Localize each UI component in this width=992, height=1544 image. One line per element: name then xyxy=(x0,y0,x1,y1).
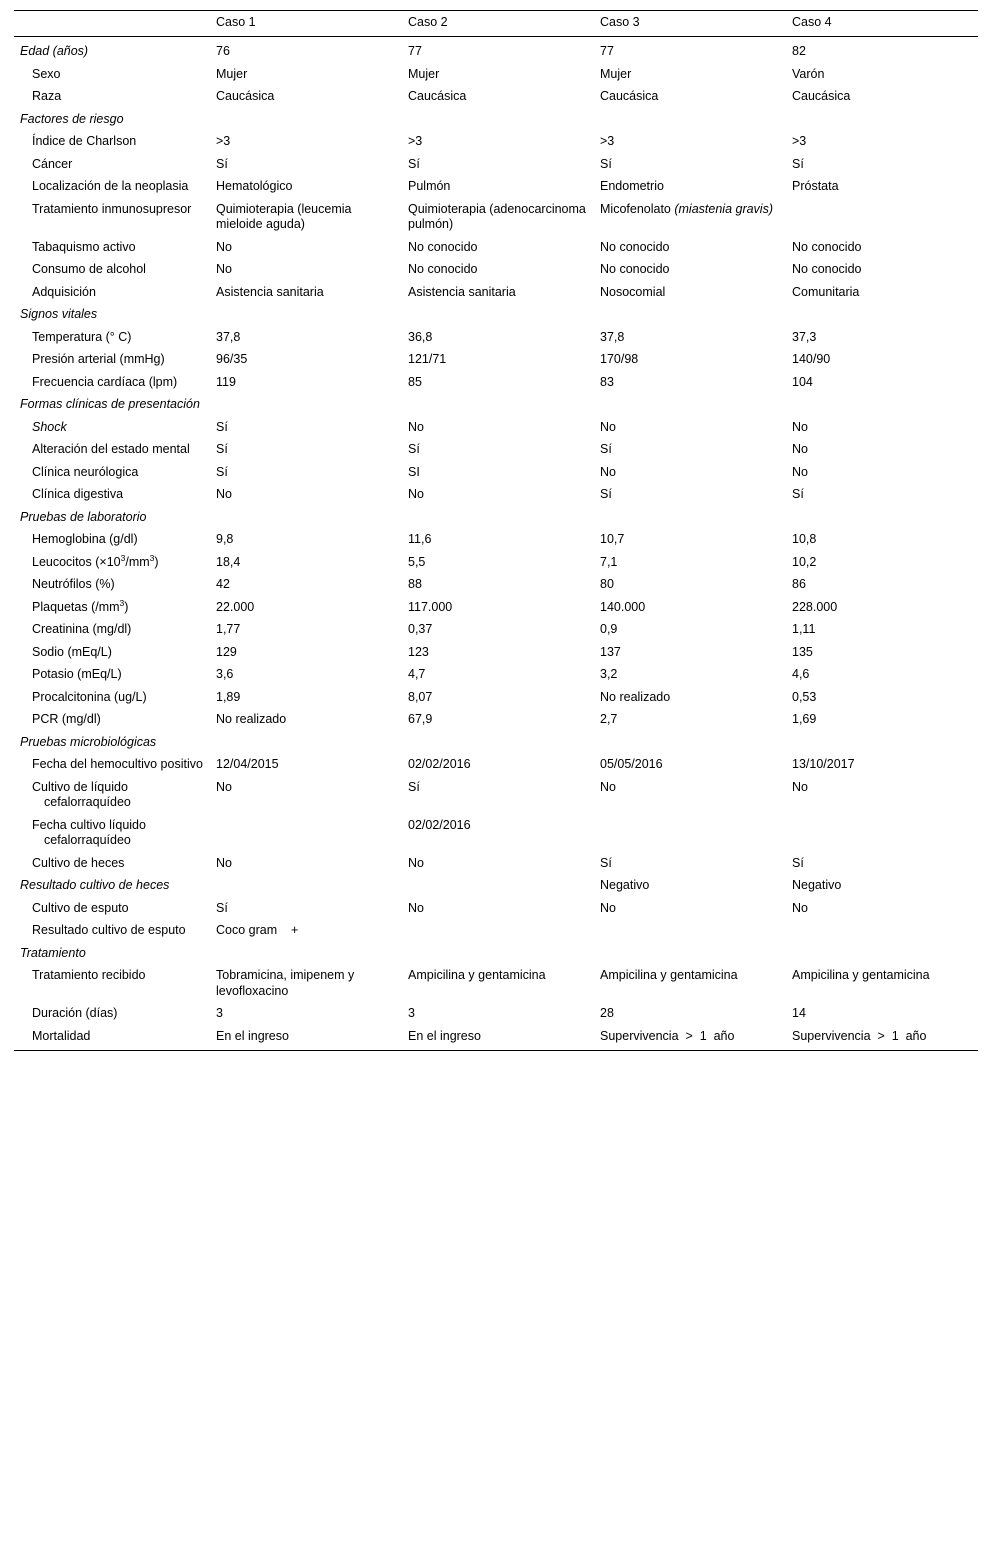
row-label: Resultado cultivo de esputo xyxy=(32,923,186,937)
row-value-caso-2: 123 xyxy=(408,644,429,659)
row-value-caso-2: No xyxy=(408,855,424,870)
table-row xyxy=(14,942,978,965)
row-label: Signos vitales xyxy=(20,307,98,321)
table-row xyxy=(14,371,978,394)
row-value-caso-2: Pulmón xyxy=(408,179,451,193)
table-row xyxy=(14,236,978,259)
row-value-caso-3: No xyxy=(600,900,616,915)
row-value-caso-3 xyxy=(594,394,786,417)
table-row xyxy=(14,852,978,875)
row-value-caso-2 xyxy=(402,394,594,417)
row-value-caso-4: 140/90 xyxy=(792,352,831,366)
table-row xyxy=(14,529,978,552)
row-value-caso-3: 77 xyxy=(600,44,614,58)
table-row xyxy=(14,754,978,777)
row-label: Shock xyxy=(32,419,67,434)
row-value-caso-3: 37,8 xyxy=(600,329,625,344)
table-row xyxy=(14,461,978,484)
row-value-caso-4: >3 xyxy=(792,134,807,148)
table-row xyxy=(14,619,978,642)
row-value-caso-3: 83 xyxy=(600,374,614,389)
row-value-caso-1: >3 xyxy=(216,134,231,148)
row-value-caso-1: Mujer xyxy=(216,66,248,81)
row-label: Cultivo de esputo xyxy=(32,900,129,915)
row-value-caso-4: Negativo xyxy=(792,878,842,892)
row-label: Factores de riesgo xyxy=(20,111,124,126)
row-value-caso-2: 8,07 xyxy=(408,689,433,704)
row-value-caso-2: Sí xyxy=(408,779,420,794)
row-value-caso-4: 135 xyxy=(792,644,813,659)
row-value-caso-4 xyxy=(786,920,978,943)
row-value-caso-2: Caucásica xyxy=(408,89,467,103)
row-value-caso-1: 96/35 xyxy=(216,352,248,366)
row-value-caso-2: 117.000 xyxy=(408,599,453,614)
table-row xyxy=(14,63,978,86)
row-value-caso-1: No xyxy=(216,779,232,794)
table-row xyxy=(14,686,978,709)
table-row xyxy=(14,875,978,898)
row-value-caso-4: 37,3 xyxy=(792,329,817,344)
row-value-caso-4: 14 xyxy=(792,1006,806,1020)
row-value-caso-3 xyxy=(594,506,786,529)
row-value-caso-3: Micofenolato (miastenia gravis) xyxy=(600,201,773,216)
table-row xyxy=(14,1025,978,1048)
table-header xyxy=(14,11,978,37)
row-value-caso-4: No conocido xyxy=(792,239,862,254)
table-row xyxy=(14,641,978,664)
row-value-caso-1: 76 xyxy=(216,44,230,58)
row-value-caso-1: 3 xyxy=(216,1006,223,1020)
row-value-caso-2: 121/71 xyxy=(408,352,447,366)
table-row xyxy=(14,776,978,814)
column-header-caso-1: Caso 1 xyxy=(216,15,256,29)
row-value-caso-3: 05/05/2016 xyxy=(600,757,663,771)
row-value-caso-4: 104 xyxy=(792,374,813,389)
table-row xyxy=(14,574,978,597)
column-header-caso-3: Caso 3 xyxy=(600,15,640,29)
row-value-caso-1: 37,8 xyxy=(216,329,241,344)
row-value-caso-1: Sí xyxy=(216,464,228,479)
row-value-caso-3: 28 xyxy=(600,1006,614,1020)
table-row xyxy=(14,108,978,131)
row-value-caso-3: Sí xyxy=(600,855,612,870)
row-value-caso-2: No xyxy=(408,487,424,501)
row-value-caso-3: Negativo xyxy=(600,878,650,892)
row-label: PCR (mg/dl) xyxy=(32,712,101,726)
row-value-caso-2 xyxy=(402,875,594,898)
table-row xyxy=(14,394,978,417)
row-label: Procalcitonina (ug/L) xyxy=(32,689,147,704)
row-value-caso-2 xyxy=(402,731,594,754)
row-value-caso-4: Varón xyxy=(792,66,825,81)
row-label: Tratamiento xyxy=(20,945,86,960)
row-value-caso-4 xyxy=(786,814,978,852)
row-value-caso-2 xyxy=(402,942,594,965)
row-value-caso-2: No conocido xyxy=(408,262,478,276)
row-value-caso-1: Caucásica xyxy=(216,89,275,103)
row-value-caso-3: No conocido xyxy=(600,239,670,254)
row-value-caso-2: No xyxy=(408,419,424,434)
table-row xyxy=(14,259,978,282)
row-value-caso-2: No xyxy=(408,900,424,915)
row-value-caso-3: Nosocomial xyxy=(600,284,666,299)
table-row xyxy=(14,814,978,852)
row-value-caso-4: No conocido xyxy=(792,262,862,276)
table-row xyxy=(14,596,978,619)
row-value-caso-3 xyxy=(594,942,786,965)
row-value-caso-1 xyxy=(210,731,402,754)
table-row xyxy=(14,349,978,372)
row-value-caso-2: 3 xyxy=(408,1006,415,1020)
row-value-caso-2: No conocido xyxy=(408,239,478,254)
row-label: Adquisición xyxy=(32,284,96,299)
row-value-caso-1: 9,8 xyxy=(216,532,234,546)
row-value-caso-3: 7,1 xyxy=(600,554,618,569)
row-value-caso-4: 10,8 xyxy=(792,532,817,546)
column-header-caso-4: Caso 4 xyxy=(792,15,832,29)
row-value-caso-2 xyxy=(402,108,594,131)
row-value-caso-3: No xyxy=(600,419,616,434)
row-value-caso-4 xyxy=(786,394,978,417)
row-value-caso-2: 11,6 xyxy=(408,532,432,546)
row-value-caso-1: Sí xyxy=(216,442,228,456)
row-value-caso-3: Ampicilina y gentamicina xyxy=(600,968,738,982)
row-value-caso-4: 82 xyxy=(792,44,806,58)
row-value-caso-3: 137 xyxy=(600,644,621,659)
column-header-caso-2: Caso 2 xyxy=(408,15,448,29)
row-value-caso-3: 0,9 xyxy=(600,622,618,636)
row-value-caso-4: 0,53 xyxy=(792,689,817,704)
row-label: Tabaquismo activo xyxy=(32,239,136,254)
row-value-caso-2: >3 xyxy=(408,134,423,148)
table-row xyxy=(14,506,978,529)
row-label: Fecha del hemocultivo positivo xyxy=(32,757,203,771)
row-value-caso-4: Próstata xyxy=(792,179,839,193)
row-value-caso-3: Sí xyxy=(600,442,612,456)
row-value-caso-1: En el ingreso xyxy=(216,1028,289,1043)
row-value-caso-3: No conocido xyxy=(600,262,670,276)
row-value-caso-4: No xyxy=(792,442,808,456)
table-row xyxy=(14,965,978,1003)
row-value-caso-1 xyxy=(210,875,402,898)
row-value-caso-3: >3 xyxy=(600,134,615,148)
table-row xyxy=(14,176,978,199)
row-value-caso-2: 36,8 xyxy=(408,329,433,344)
row-value-caso-4: Supervivencia > 1 año xyxy=(792,1028,927,1043)
row-value-caso-2: 85 xyxy=(408,374,422,389)
row-value-caso-4 xyxy=(786,108,978,131)
row-label: Raza xyxy=(32,89,62,103)
row-value-caso-3: No realizado xyxy=(600,689,671,704)
row-value-caso-2: Quimioterapia (adenocarcinoma pulmón) xyxy=(408,201,586,231)
table-row xyxy=(14,86,978,109)
row-label: Clínica neurólogica xyxy=(32,464,139,479)
row-label: Edad (años) xyxy=(20,44,89,58)
row-value-caso-3: Supervivencia > 1 año xyxy=(600,1028,735,1043)
row-value-caso-1: 42 xyxy=(216,577,230,591)
row-value-caso-3: Sí xyxy=(600,156,612,171)
row-value-caso-1: Tobramicina, imipenem y levofloxacino xyxy=(216,968,355,998)
row-label: Cultivo de líquido cefalorraquídeo xyxy=(32,779,131,809)
row-value-caso-4: Sí xyxy=(792,855,804,870)
row-value-caso-3 xyxy=(594,731,786,754)
row-label: Formas clínicas de presentación xyxy=(20,397,200,411)
row-value-caso-1: Sí xyxy=(216,419,228,434)
row-value-caso-1: 1,77 xyxy=(216,622,241,636)
row-label: Localización de la neoplasia xyxy=(32,179,189,193)
row-value-caso-1 xyxy=(210,304,402,327)
row-value-caso-1 xyxy=(210,942,402,965)
row-value-caso-4: Sí xyxy=(792,487,804,501)
row-value-caso-1: Sí xyxy=(216,156,228,171)
row-value-caso-1 xyxy=(210,108,402,131)
row-value-caso-1: 22.000 xyxy=(216,599,255,614)
row-value-caso-2: Sí xyxy=(408,156,420,171)
row-value-caso-4: 1,11 xyxy=(792,622,816,636)
row-value-caso-1: Asistencia sanitaria xyxy=(216,284,324,299)
row-value-caso-3: No xyxy=(600,779,616,794)
row-label: Frecuencia cardíaca (lpm) xyxy=(32,374,178,389)
row-label: Sexo xyxy=(32,66,61,81)
row-label: Neutrófilos (%) xyxy=(32,577,115,591)
row-value-caso-1 xyxy=(210,814,402,852)
table-row xyxy=(14,198,978,236)
row-value-caso-2: Mujer xyxy=(408,66,440,81)
row-value-caso-4: No xyxy=(792,419,808,434)
row-value-caso-1: Sí xyxy=(216,900,228,915)
row-value-caso-4 xyxy=(786,304,978,327)
row-value-caso-1: 18,4 xyxy=(216,554,241,569)
row-value-caso-1: 119 xyxy=(216,374,236,389)
row-value-caso-4: No xyxy=(792,464,808,479)
row-value-caso-1: No xyxy=(216,262,232,276)
row-value-caso-3 xyxy=(594,814,786,852)
table-row xyxy=(14,416,978,439)
table-row xyxy=(14,484,978,507)
row-value-caso-4 xyxy=(786,731,978,754)
table-row xyxy=(14,709,978,732)
clinical-cases-table xyxy=(14,10,978,1048)
row-value-caso-2: 77 xyxy=(408,44,422,58)
row-value-caso-1 xyxy=(210,394,402,417)
table-bottom-rule xyxy=(14,1050,978,1051)
row-value-caso-3: Mujer xyxy=(600,66,632,81)
table-row xyxy=(14,281,978,304)
row-label: Alteración del estado mental xyxy=(32,442,190,456)
table-row xyxy=(14,37,978,64)
row-value-caso-3: 170/98 xyxy=(600,352,639,366)
row-label: Fecha cultivo líquido cefalorraquídeo xyxy=(32,817,146,847)
row-value-caso-2 xyxy=(402,304,594,327)
row-value-caso-4: No xyxy=(792,779,808,794)
row-value-caso-1: Quimioterapia (leucemia mieloide aguda) xyxy=(216,201,352,231)
row-value-caso-4 xyxy=(786,198,978,236)
table-header-row xyxy=(14,11,978,37)
row-label: Pruebas microbiológicas xyxy=(20,734,157,749)
row-label: Tratamiento recibido xyxy=(32,968,146,982)
row-value-caso-1: No xyxy=(216,239,232,254)
table-row xyxy=(14,664,978,687)
row-value-caso-3: No xyxy=(600,464,616,479)
row-value-caso-2 xyxy=(402,506,594,529)
row-label: Consumo de alcohol xyxy=(32,262,146,276)
row-value-caso-1: 129 xyxy=(216,644,237,659)
row-value-caso-3: 2,7 xyxy=(600,712,618,726)
row-label: Pruebas de laboratorio xyxy=(20,509,147,524)
row-value-caso-3 xyxy=(594,920,786,943)
row-label: Creatinina (mg/dl) xyxy=(32,622,132,636)
row-value-caso-2: 88 xyxy=(408,577,422,591)
row-value-caso-4: Sí xyxy=(792,156,804,171)
row-value-caso-2: Ampicilina y gentamicina xyxy=(408,968,546,982)
row-value-caso-4: 4,6 xyxy=(792,667,810,681)
row-label: Mortalidad xyxy=(32,1028,91,1043)
row-value-caso-1: Coco gram + xyxy=(216,923,299,937)
row-value-caso-3: Caucásica xyxy=(600,89,659,103)
row-value-caso-3: 140.000 xyxy=(600,599,646,614)
table-body xyxy=(14,37,978,1048)
row-value-caso-2: 02/02/2016 xyxy=(408,817,471,832)
table-row xyxy=(14,920,978,943)
row-value-caso-3 xyxy=(594,108,786,131)
row-value-caso-2: Sí xyxy=(408,442,420,456)
table-row xyxy=(14,153,978,176)
row-value-caso-2: 4,7 xyxy=(408,667,426,681)
row-value-caso-4: No xyxy=(792,900,808,915)
row-value-caso-1 xyxy=(210,506,402,529)
column-header-rowlabel xyxy=(14,11,210,37)
row-value-caso-4: 1,69 xyxy=(792,712,817,726)
row-value-caso-2: SI xyxy=(408,464,420,479)
row-value-caso-1: 3,6 xyxy=(216,667,234,681)
table-row xyxy=(14,439,978,462)
row-label: Potasio (mEq/L) xyxy=(32,667,122,681)
row-value-caso-1: No realizado xyxy=(216,712,287,726)
row-value-caso-3: 80 xyxy=(600,577,614,591)
row-value-caso-1: No xyxy=(216,855,232,870)
table-row xyxy=(14,897,978,920)
row-label: Hemoglobina (g/dl) xyxy=(32,532,138,546)
row-value-caso-4 xyxy=(786,506,978,529)
row-label: Cultivo de heces xyxy=(32,855,125,870)
row-value-caso-2 xyxy=(402,920,594,943)
row-value-caso-4 xyxy=(786,942,978,965)
row-label: Leucocitos $(\times 10^3/mm^3)$ xyxy=(32,552,159,569)
row-value-caso-3: Endometrio xyxy=(600,179,664,193)
row-value-caso-4: 228.000 xyxy=(792,599,838,614)
row-label: Índice de Charlson xyxy=(32,134,137,148)
row-value-caso-1: No xyxy=(216,487,232,501)
row-value-caso-4: 13/10/2017 xyxy=(792,757,855,771)
row-label: Resultado cultivo de heces xyxy=(20,878,170,892)
row-value-caso-3: 10,7 xyxy=(600,532,625,546)
row-value-caso-2: 02/02/2016 xyxy=(408,757,471,771)
row-label: Plaquetas $(/mm^3)$ xyxy=(32,597,129,614)
table-row xyxy=(14,551,978,574)
row-value-caso-2: 67,9 xyxy=(408,712,433,726)
row-label: Temperatura (° C) xyxy=(32,329,132,344)
row-value-caso-4: Caucásica xyxy=(792,89,851,103)
row-label: Duración (días) xyxy=(32,1006,118,1020)
row-label: Tratamiento inmunosupresor xyxy=(32,201,192,216)
row-value-caso-2: En el ingreso xyxy=(408,1028,481,1043)
table-row xyxy=(14,731,978,754)
row-value-caso-3 xyxy=(594,304,786,327)
row-label: Sodio (mEq/L) xyxy=(32,644,112,659)
row-label: Presión arterial (mmHg) xyxy=(32,352,165,366)
row-value-caso-4: 10,2 xyxy=(792,554,817,569)
row-value-caso-2: Asistencia sanitaria xyxy=(408,284,516,299)
table-row xyxy=(14,304,978,327)
row-value-caso-4: Comunitaria xyxy=(792,284,860,299)
row-value-caso-4: Ampicilina y gentamicina xyxy=(792,968,930,982)
table-row xyxy=(14,1003,978,1026)
row-value-caso-3: 3,2 xyxy=(600,667,618,681)
row-value-caso-4: 86 xyxy=(792,577,806,591)
row-label: Cáncer xyxy=(32,156,73,171)
row-value-caso-2: 5,5 xyxy=(408,554,426,569)
row-value-caso-1: Hematológico xyxy=(216,179,293,193)
row-value-caso-1: 12/04/2015 xyxy=(216,757,279,771)
row-value-caso-3: Sí xyxy=(600,487,612,501)
row-value-caso-2: 0,37 xyxy=(408,622,433,636)
row-value-caso-1: 1,89 xyxy=(216,689,241,704)
row-label: Clínica digestiva xyxy=(32,487,124,501)
table-row xyxy=(14,131,978,154)
table-row xyxy=(14,326,978,349)
